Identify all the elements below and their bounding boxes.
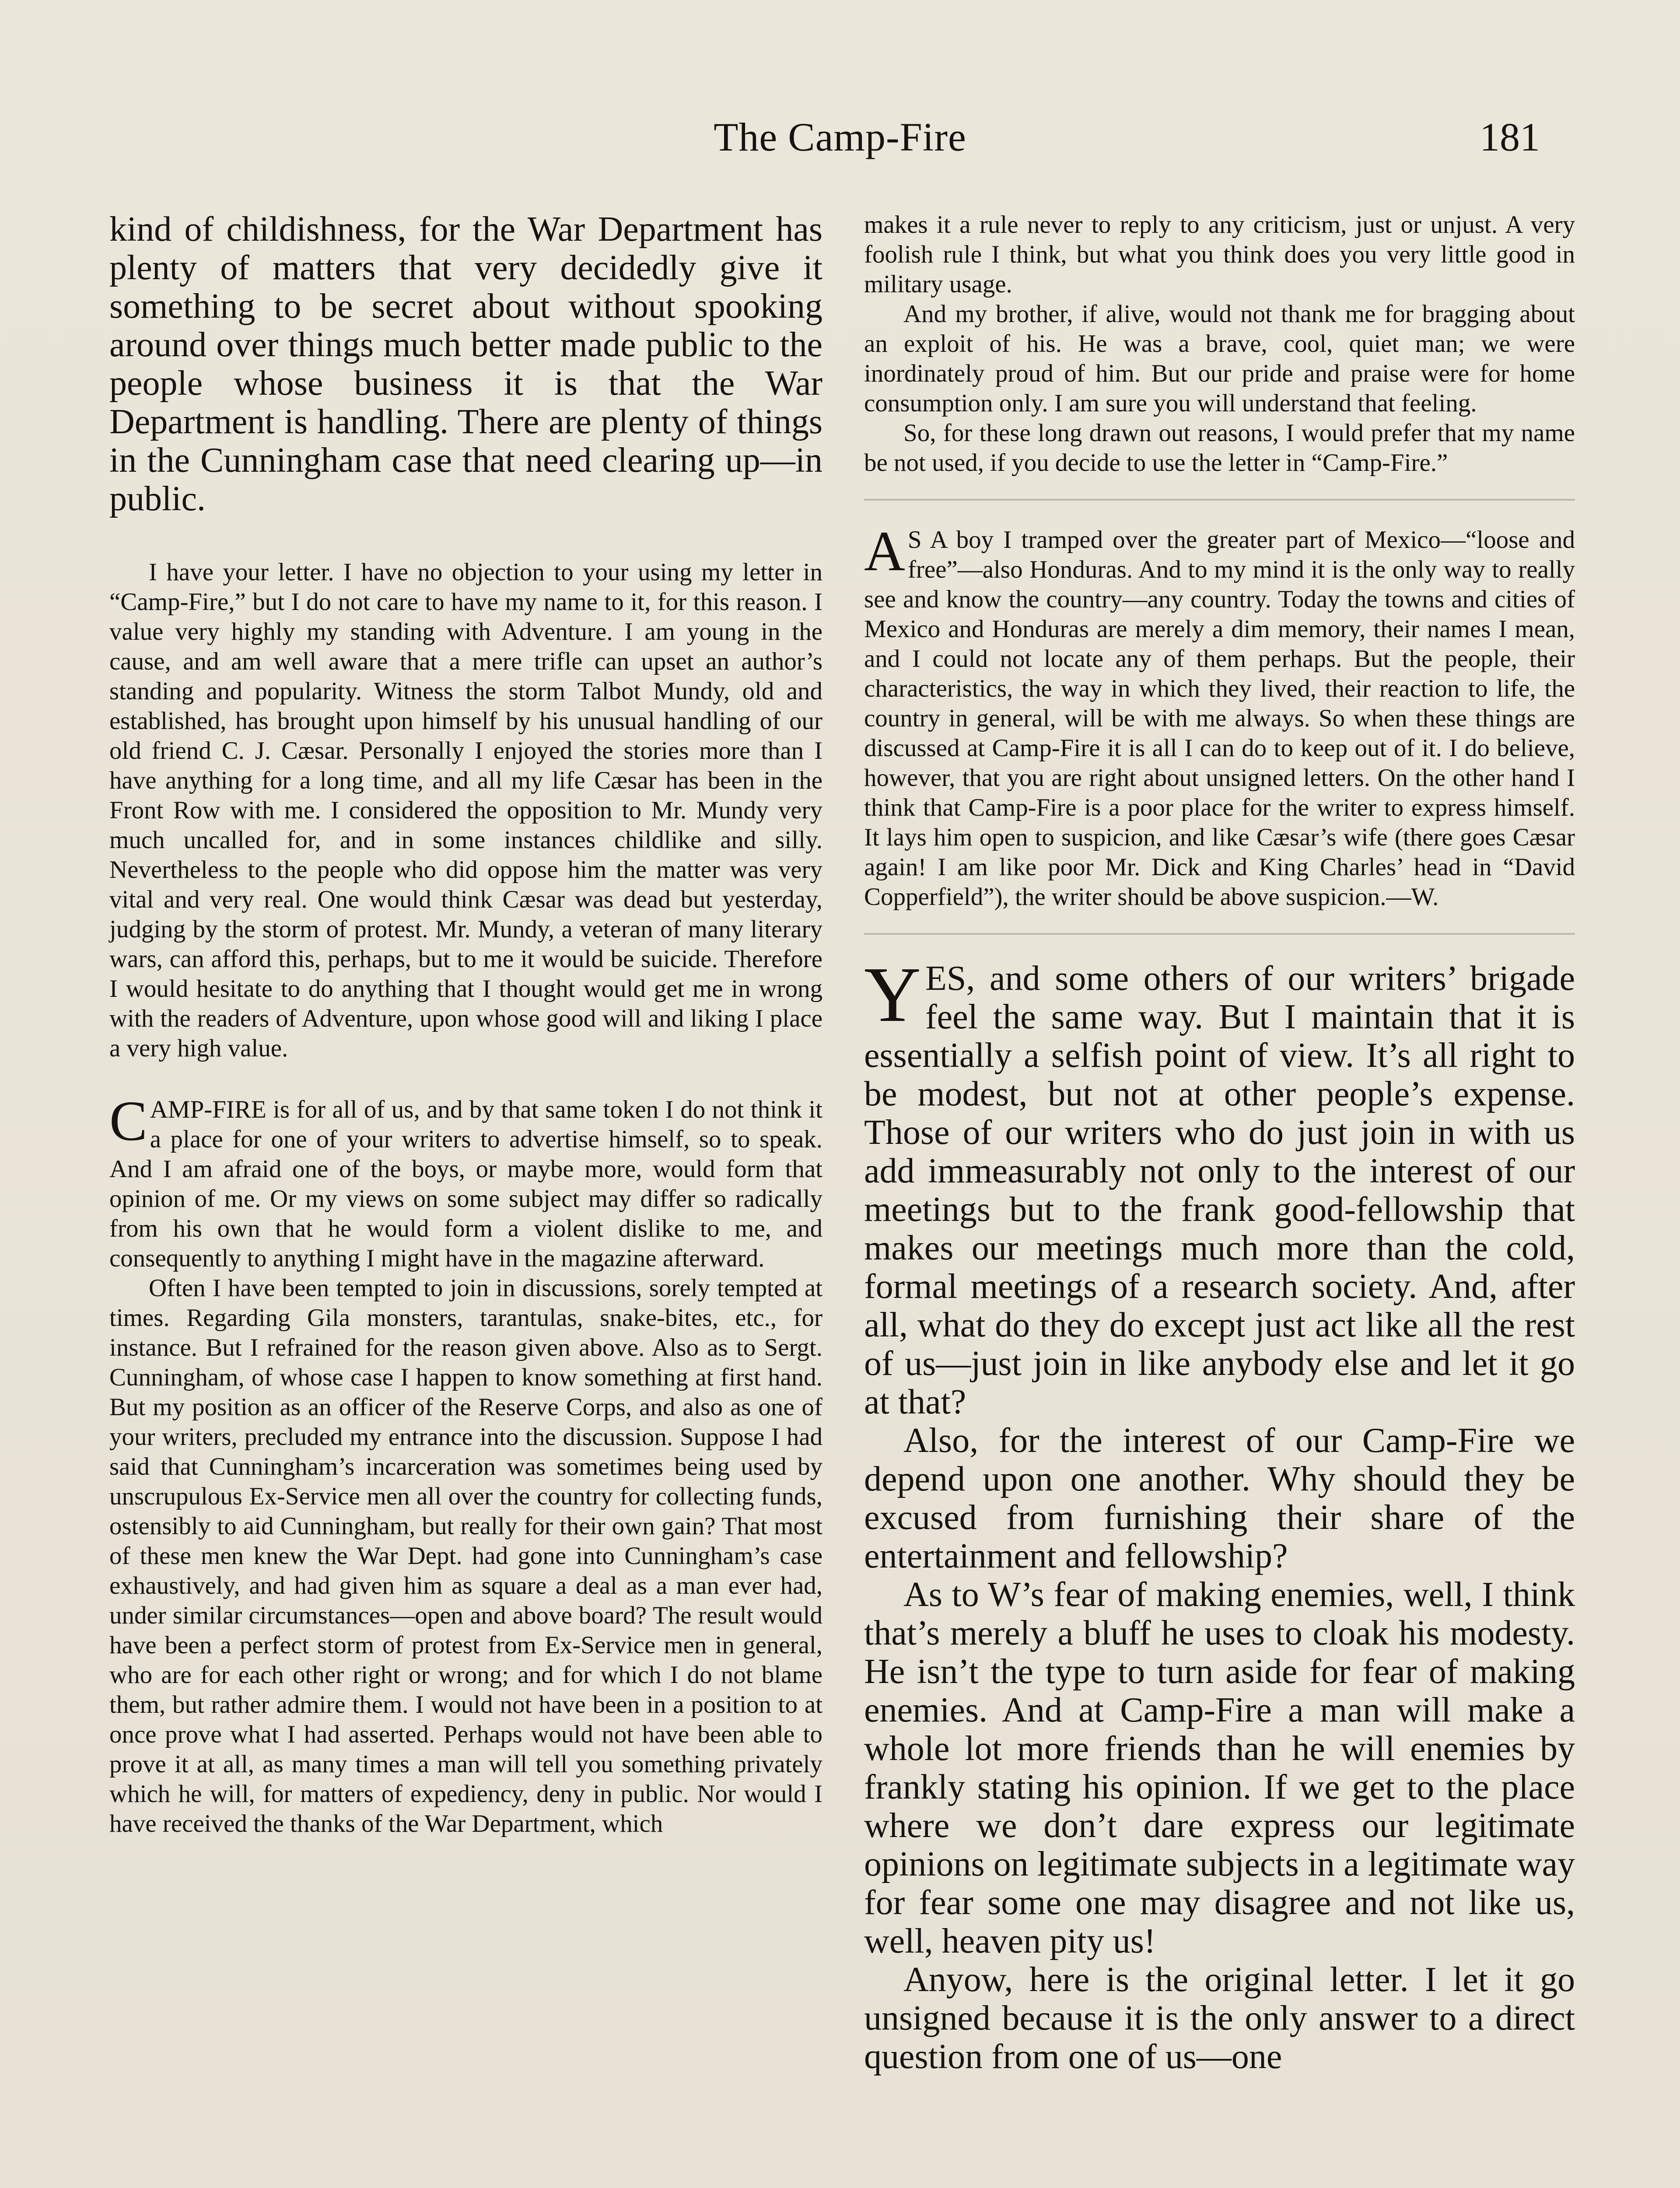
letter-section: [109, 1090, 822, 1839]
letter-text: AMP-FIRE is for all of us, and by that same token I do not think it a place for one of your writers to advertise himself, so to speak. And I am afraid one of the boys, or maybe more, would form that opinion of me. Or my views on some subject may differ so radically from his own that he would form a violent dislike to me, and consequently to anything I might have in the magazine afterward.: [109, 1096, 822, 1272]
editorial-paragraph: Anyow, here is the original letter. I let it go unsigned because it is the only answer to a direct question from one of us—one: [864, 1960, 1575, 2076]
letter-paragraph: I have your letter. I have no objection to your using my letter in “Camp-Fire,” but I do not care to have my name to it, for this reason. I value very highly my standing with Adventure. I am young in the cause, and am well aware that a mere trifle can upset an author’s standing and popularity. Witness the storm Talbot Mundy, old and established, has brought upon himself by his unusual handling of our old friend C. J. Cæsar. Personally I enjoyed the stories more than I have anything for a long time, and all my life Cæsar has been in the Front Row with me. I considered the opposition to Mr. Mundy very much uncalled for, and in some instances childlike and silly. Nevertheless to the people who did oppose him the matter was very vital and very real. One would think Cæsar was dead but yesterday, judging by the storm of protest. Mr. Mundy, a veteran of many literary wars, can afford this, perhaps, but to me it would be suicide. Therefore I would hesitate to do anything that I thought would get me in wrong with the readers of Adventure, upon whose good will and liking I place a very high value.: [109, 558, 822, 1062]
editorial-paragraph: As to W’s fear of making enemies, well, I think that’s merely a bluff he uses to cloak his modesty. He isn’t the type to turn aside for fear of making enemies. And at Camp-Fire a man will make a whole lot more friends than he will enemies by frankly stating his opinion. If we get to the place where we don’t dare express our legitimate opinions on legitimate subjects in a legitimate way for fear some one may disagree and not like us, well, heaven pity us!: [864, 1575, 1575, 1960]
drop-cap: A: [864, 520, 905, 583]
letter-paragraph: And my brother, if alive, would not thank me for bragging about an exploit of his. He was a brave, cool, quiet man; we were inordinately proud of him. But our pride and praise were for home consumption only. I am sure you will understand that feeling.: [864, 300, 1575, 417]
editorial-paragraph: Also, for the interest of our Camp-Fire we depend upon one another. Why should they be excused from furnishing their share of the entertainment and fellowship?: [864, 1421, 1575, 1575]
running-header: [109, 109, 1571, 166]
drop-cap: Y: [864, 951, 921, 1038]
letter-paragraph: [109, 1090, 822, 1273]
running-title: The Camp-Fire: [714, 115, 966, 159]
letter-paragraph: makes it a rule never to reply to any criticism, just or unjust. A very foolish rule I think, but what you think does you very little good in military usage.: [864, 211, 1575, 298]
letter-paragraph: So, for these long drawn out reasons, I would prefer that my name be not used, if you decide to use the letter in “Camp-Fire.”: [864, 419, 1575, 477]
letter-paragraph: [864, 520, 1575, 912]
letter-text: S A boy I tramped over the greater part of Mexico—“loose and free”—also Honduras. And to my mind it is the only way to really see and know the country—any country. Today the towns and cities of Mexico and Honduras are merely a dim memory, their names I mean, and I could not locate any of them perhaps. But the people, their characteristics, the way in which they lived, their reaction to life, the country in general, will be with me always. So when these things are discussed at Camp-Fire it is all I can do to keep out of it. I do believe, however, that you are right about unsigned letters. On the other hand I think that Camp-Fire is a poor place for the writer to express himself. It lays him open to suspicion, and like Cæsar’s wife (there goes Cæsar again! I am like poor Mr. Dick and King Charles’ head in “David Copperfield”), the writer should be above suspicion.—W.: [864, 526, 1575, 911]
editorial-text: ES, and some others of our writers’ brigade feel the same way. But I maintain that it is essentially a selfish point of view. It’s all right to be modest, but not at other people’s expense. Those of our writers who do just join in with us add immeasurably not only to the interest of our meetings but to the frank good-fellowship that makes our meetings much more than the cold, formal meetings of a research society. And, after all, what do they do except just act like all the rest of us—just join in like anybody else and let it go at that?: [864, 959, 1575, 1421]
editorial-paragraph: kind of childishness, for the War Department has plenty of matters that very decidedly give it something to be secret about without spooking around over things much better made public to the people whose business it is that the War Department is handling. There are plenty of things in the Cunningham case that need clearing up—in public.: [109, 210, 822, 518]
section-divider: [864, 933, 1575, 935]
left-column: [109, 210, 822, 1839]
letter-paragraph: Often I have been tempted to join in discussions, sorely tempted at times. Regarding Gila monsters, tarantulas, snake-bites, etc., for instance. But I refrained for the reason given above. Also as to Sergt. Cunningham, of whose case I happen to know something at first hand. But my position as an officer of the Reserve Corps, and also as one of your writers, precluded my entrance into the discussion. Suppose I had said that Cunningham’s incarceration was sometimes being used by unscrupulous Ex-Service men all over the country for collecting funds, ostensibly to aid Cunningham, but really for their own gain? That most of these men knew the War Dept. had gone into Cunningham’s case exhaustively, and had given him as square a deal as a man ever had, under similar circumstances—open and above board? The result would have been a perfect storm of protest from Ex-Service men in general, who are for each other right or wrong; and for which I do not blame them, but rather admire them. I would not have been in a position to at once prove what I had asserted. Perhaps would not have been able to prove it at all, as many times a man will tell you something privately which he will, for matters of expediency, deny in public. Nor would I have received the thanks of the War Department, which: [109, 1274, 822, 1837]
right-column: [864, 210, 1575, 2076]
editorial-paragraph: [864, 951, 1575, 1421]
section-divider: [864, 499, 1575, 501]
drop-cap: C: [109, 1090, 147, 1153]
page-number: 181: [1480, 115, 1540, 159]
